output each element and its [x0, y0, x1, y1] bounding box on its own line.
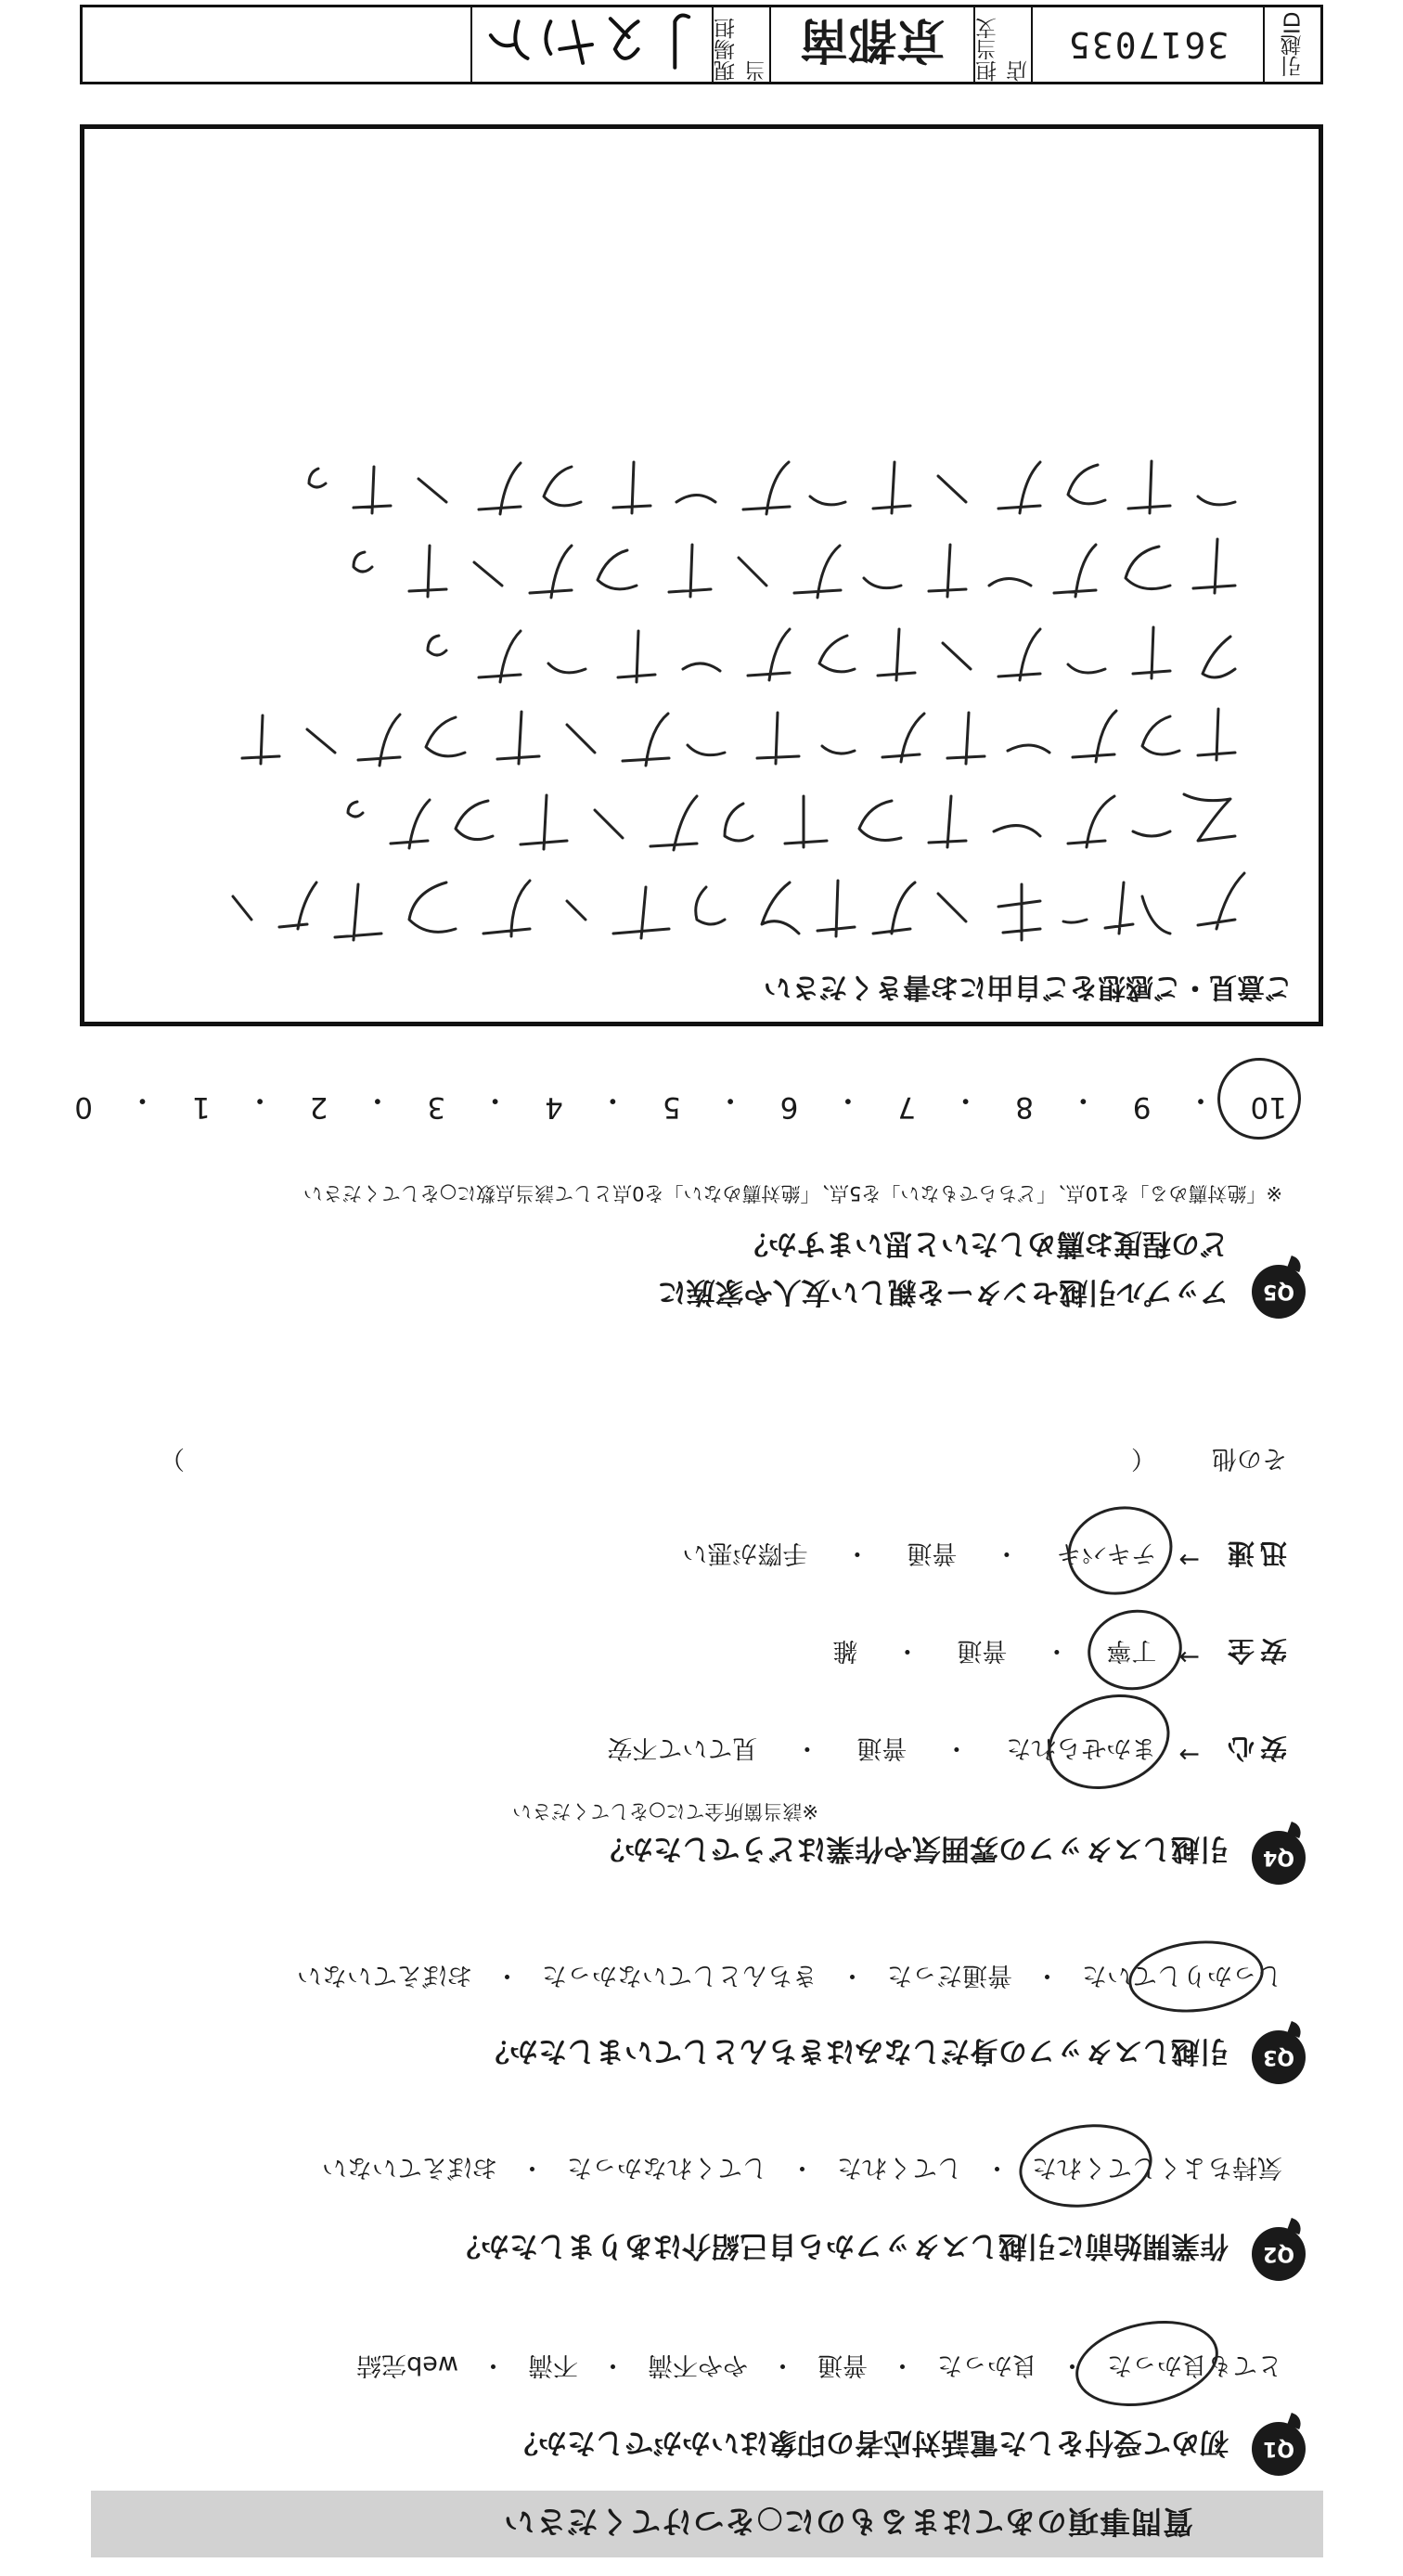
q4-other-close: ） — [160, 1444, 185, 1473]
q3-option[interactable]: 普通だった — [887, 1961, 1012, 1990]
q1-selection-mark — [1068, 2309, 1227, 2419]
q5-note: ※「絶対薦める」を10点、「どちらでもない」を5点、「絶対薦めない」を0点として該当点数に○をしてください — [302, 1182, 1282, 1204]
q4-option[interactable]: 手際が悪い — [682, 1539, 808, 1567]
q3-selection-mark — [1125, 1935, 1267, 2019]
q4-row-label: 迅速 — [1221, 1538, 1287, 1569]
q5-selection-mark — [1211, 1051, 1307, 1146]
signature — [472, 7, 712, 82]
q5-score[interactable]: 3 — [427, 1090, 446, 1124]
q4-badge: Q4 — [1252, 1831, 1306, 1885]
q5-score[interactable]: 9 — [1132, 1090, 1152, 1124]
q5-question-line2: どの程度お薦めしたいと思いますか？ — [740, 1227, 1229, 1260]
q1-option[interactable]: 普通 — [817, 2351, 868, 2379]
q5-score[interactable]: 5 — [662, 1090, 681, 1124]
q3-option[interactable]: おぼえていない — [297, 1961, 472, 1990]
footer-blank-cell — [83, 7, 470, 82]
branch-label: 担当支店 — [976, 18, 1031, 82]
q4-option[interactable]: 普通 — [907, 1539, 958, 1567]
id-label: 引越ID — [1281, 11, 1306, 78]
q4-option[interactable]: テキパキ — [1056, 1539, 1157, 1567]
q2-question: 作業開始前に引越しスタッフから自己紹介はありましたか？ — [452, 2229, 1229, 2262]
q4-row-safety: 安全 → 丁寧 ・ 普通 ・ 雑 — [832, 1635, 1287, 1671]
arrow-icon: → — [1178, 1545, 1200, 1574]
q4-option[interactable]: 普通 — [957, 1636, 1008, 1665]
q1-option[interactable]: web完結 — [356, 2351, 458, 2379]
q4-other-input[interactable] — [240, 1443, 1075, 1479]
move-id: 3617035 — [1066, 24, 1229, 65]
q4-row-reassurance: 安心 → まかせられた ・ 普通 ・ 見ていて不安 — [607, 1732, 1287, 1769]
q2-option[interactable]: してくれなかった — [567, 2153, 767, 2182]
q4-other-open: （ — [1131, 1444, 1156, 1473]
q5-score[interactable]: 2 — [309, 1090, 328, 1124]
q4-row1-selection-mark — [1036, 1680, 1182, 1805]
q3-badge: Q3 — [1252, 2030, 1306, 2084]
q1-question: 初めて受付をした電話対応者の印象はいかがでしたか？ — [509, 2426, 1229, 2459]
q4-other-label: その他 — [1212, 1444, 1287, 1473]
q1-options: とても良かった ・ 良かった ・ 普通 ・ やや不満 ・ 不満 ・ web完結 — [356, 2350, 1282, 2386]
q1-option[interactable]: やや不満 — [648, 2351, 748, 2379]
q3-question: 引越しスタッフの身だしなみはきちんとしていましたか？ — [481, 2034, 1229, 2067]
q2-option[interactable]: してくれた — [837, 2153, 962, 2182]
q4-row-label: 安心 — [1221, 1732, 1287, 1764]
handwritten-comment — [84, 131, 1319, 1022]
q1-option[interactable]: 不満 — [528, 2351, 578, 2379]
q4-row3-selection-mark — [1058, 1496, 1181, 1606]
q4-option[interactable]: 普通 — [856, 1733, 907, 1762]
q4-other — [160, 1443, 1287, 1479]
q4-option[interactable]: まかせられた — [1006, 1733, 1157, 1762]
q1-option[interactable]: 良かった — [937, 2351, 1037, 2379]
q2-option[interactable]: 気持ちよくしてくれた — [1032, 2153, 1282, 2182]
q4-row-label: 安全 — [1221, 1635, 1287, 1667]
instruction-text: 質問事項のあてはまるものに○をつけてください — [503, 2504, 1193, 2541]
q5-score[interactable]: 6 — [779, 1090, 799, 1124]
q4-row-speed: 迅速 → テキパキ ・ 普通 ・ 手際が悪い — [682, 1538, 1287, 1574]
q2-options: 気持ちよくしてくれた ・ してくれた ・ してくれなかった ・ おぼえていない — [322, 2152, 1282, 2188]
q4-question: 引越しスタッフの雰囲気や作業はどうでしたか？ — [596, 1832, 1229, 1865]
q4-note: ※該当箇所全てに○をしてください — [512, 1800, 818, 1823]
q5-badge: Q5 — [1252, 1265, 1306, 1319]
q3-option[interactable]: きちんとしていなかった — [542, 1961, 817, 1990]
q1-option[interactable]: とても良かった — [1107, 2351, 1282, 2379]
q2-option[interactable]: おぼえていない — [322, 2153, 497, 2182]
comment-box[interactable] — [80, 124, 1323, 1026]
q4-option[interactable]: 丁寧 — [1106, 1636, 1157, 1665]
q4-option[interactable]: 雑 — [832, 1636, 858, 1665]
q2-badge: Q2 — [1252, 2227, 1306, 2281]
person-label: 現場担当 — [714, 18, 769, 82]
q1-badge: Q1 — [1252, 2422, 1306, 2476]
arrow-icon: → — [1178, 1740, 1200, 1769]
q5-score[interactable]: 1 — [191, 1090, 211, 1124]
footer-id-table — [80, 5, 1323, 84]
q4-option[interactable]: 見ていて不安 — [607, 1733, 758, 1762]
q4-row2-selection-mark — [1081, 1603, 1188, 1697]
q5-question-line1: アップル引越センターを親しい友人や家族に — [657, 1275, 1229, 1308]
q5-score[interactable]: 7 — [897, 1090, 917, 1124]
q5-scale: 10 ・ 9 ・ 8 ・ 7 ・ 6 ・ 5 ・ 4 ・ 3 ・ 2 ・ 1 ・ 0 — [74, 1083, 1287, 1124]
q5-score[interactable]: 10 — [1250, 1090, 1287, 1124]
q3-option[interactable]: しっかりしていた — [1082, 1961, 1282, 1990]
q5-score[interactable]: 0 — [74, 1090, 93, 1124]
comment-box-title: ご意見・ご感想をご自由にお書きください — [764, 971, 1293, 1003]
instruction-banner — [91, 2491, 1323, 2557]
q3-options: しっかりしていた ・ 普通だった ・ きちんとしていなかった ・ おぼえていない — [297, 1960, 1282, 1996]
arrow-icon: → — [1178, 1642, 1200, 1671]
q2-selection-mark — [1014, 2116, 1158, 2215]
branch-name: 京都南 — [800, 11, 946, 68]
q5-score[interactable]: 8 — [1015, 1090, 1034, 1124]
q5-score[interactable]: 4 — [545, 1090, 563, 1124]
